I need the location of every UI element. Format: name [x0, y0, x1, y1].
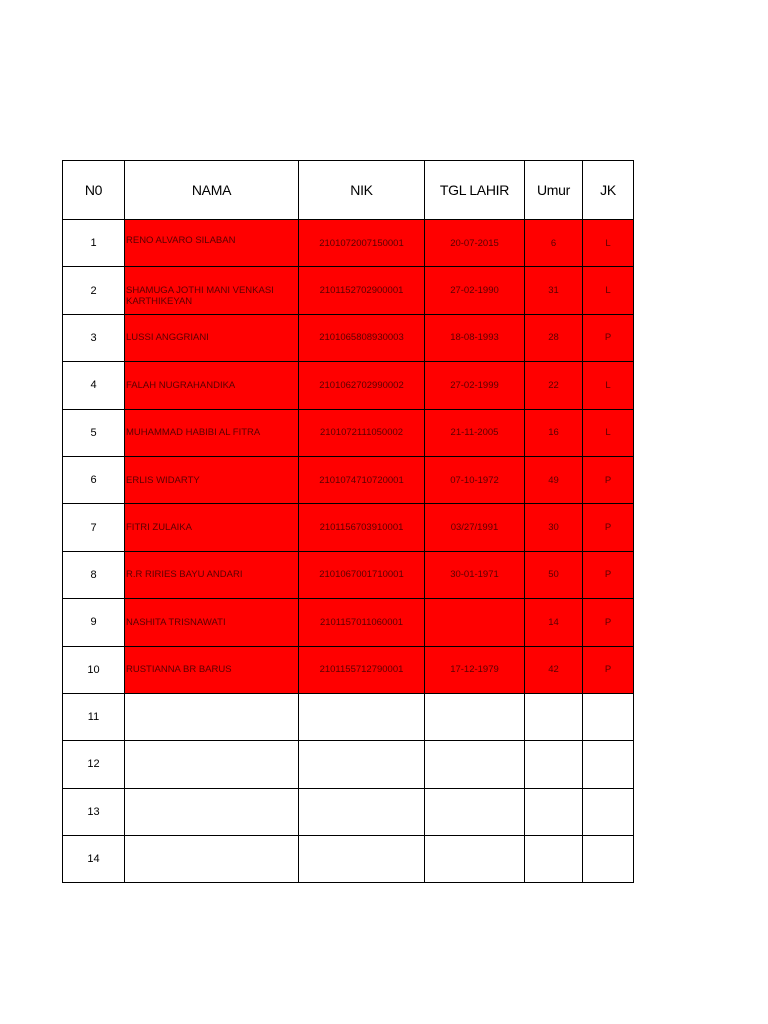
cell-nama — [125, 362, 299, 409]
cell-nama — [125, 504, 299, 551]
cell-nama-text: ERLIS WIDARTY — [126, 474, 200, 486]
cell-tgl-lahir: 30-01-1971 — [425, 551, 525, 598]
cell-nik: 2101155712790001 — [299, 646, 425, 693]
header-jk: JK — [583, 161, 634, 220]
cell-no: 8 — [63, 551, 125, 598]
cell-nama — [125, 646, 299, 693]
cell-jk: L — [583, 362, 634, 409]
table-row — [63, 220, 634, 267]
cell-nik: 2101062702990002 — [299, 362, 425, 409]
cell-jk: L — [583, 220, 634, 267]
cell-umur: 42 — [525, 646, 583, 693]
cell-jk — [583, 788, 634, 835]
cell-jk — [583, 836, 634, 883]
cell-jk: P — [583, 314, 634, 361]
cell-umur: 31 — [525, 267, 583, 314]
table-row — [63, 693, 634, 740]
cell-nama-text: MUHAMMAD HABIBI AL FITRA — [126, 427, 261, 439]
cell-no: 10 — [63, 646, 125, 693]
cell-nama — [125, 314, 299, 361]
cell-umur — [525, 741, 583, 788]
cell-umur: 6 — [525, 220, 583, 267]
cell-jk: P — [583, 456, 634, 503]
cell-umur — [525, 693, 583, 740]
cell-no: 6 — [63, 456, 125, 503]
cell-no: 3 — [63, 314, 125, 361]
cell-umur: 28 — [525, 314, 583, 361]
cell-tgl-lahir: 18-08-1993 — [425, 314, 525, 361]
table-row — [63, 362, 634, 409]
cell-nama-text: LUSSI ANGGRIANI — [126, 332, 209, 344]
table-row — [63, 551, 634, 598]
cell-nama — [125, 693, 299, 740]
cell-umur — [525, 788, 583, 835]
cell-no: 4 — [63, 362, 125, 409]
table-row — [63, 314, 634, 361]
table-row — [63, 504, 634, 551]
cell-nama-text: R.R RIRIES BAYU ANDARI — [126, 569, 243, 581]
cell-umur: 49 — [525, 456, 583, 503]
cell-nama — [125, 409, 299, 456]
table-row — [63, 409, 634, 456]
cell-nik: 2101067001710001 — [299, 551, 425, 598]
cell-tgl-lahir: 07-10-1972 — [425, 456, 525, 503]
cell-nama — [125, 741, 299, 788]
cell-umur: 30 — [525, 504, 583, 551]
cell-nama-text: SHAMUGA JOTHI MANI VENKASI KARTHIKEYAN — [126, 284, 274, 307]
cell-nik: 2101156703910001 — [299, 504, 425, 551]
cell-no: 14 — [63, 836, 125, 883]
cell-tgl-lahir — [425, 693, 525, 740]
cell-tgl-lahir — [425, 788, 525, 835]
cell-tgl-lahir: 20-07-2015 — [425, 220, 525, 267]
header-no: N0 — [63, 161, 125, 220]
cell-jk: L — [583, 267, 634, 314]
cell-no: 2 — [63, 267, 125, 314]
cell-no: 1 — [63, 220, 125, 267]
table-row — [63, 456, 634, 503]
cell-nik: 2101074710720001 — [299, 456, 425, 503]
cell-no: 11 — [63, 693, 125, 740]
cell-nama-text: RENO ALVARO SILABAN — [126, 234, 236, 246]
cell-tgl-lahir: 17-12-1979 — [425, 646, 525, 693]
table-body — [63, 220, 634, 883]
cell-no: 13 — [63, 788, 125, 835]
cell-jk: P — [583, 504, 634, 551]
cell-tgl-lahir — [425, 836, 525, 883]
table-row — [63, 788, 634, 835]
cell-jk: P — [583, 599, 634, 646]
cell-nama — [125, 788, 299, 835]
cell-nik — [299, 741, 425, 788]
table-row — [63, 836, 634, 883]
cell-nama-text: FITRI ZULAIKA — [126, 522, 192, 534]
cell-umur — [525, 836, 583, 883]
cell-nama — [125, 551, 299, 598]
cell-tgl-lahir — [425, 741, 525, 788]
cell-no: 5 — [63, 409, 125, 456]
cell-nik: 2101065808930003 — [299, 314, 425, 361]
cell-nama — [125, 267, 299, 314]
cell-nama — [125, 836, 299, 883]
header-nik: NIK — [299, 161, 425, 220]
header-tgl-lahir: TGL LAHIR — [425, 161, 525, 220]
cell-jk: P — [583, 646, 634, 693]
cell-jk — [583, 693, 634, 740]
cell-nik: 2101072007150001 — [299, 220, 425, 267]
cell-jk: P — [583, 551, 634, 598]
table-row — [63, 741, 634, 788]
cell-nik — [299, 788, 425, 835]
cell-umur: 14 — [525, 599, 583, 646]
cell-nik — [299, 836, 425, 883]
header-nama: NAMA — [125, 161, 299, 220]
cell-tgl-lahir: 03/27/1991 — [425, 504, 525, 551]
cell-no: 12 — [63, 741, 125, 788]
cell-umur: 16 — [525, 409, 583, 456]
cell-tgl-lahir — [425, 599, 525, 646]
cell-no: 7 — [63, 504, 125, 551]
table-row — [63, 599, 634, 646]
cell-nama — [125, 599, 299, 646]
cell-nama-text: RUSTIANNA BR BARUS — [126, 664, 232, 676]
cell-nama-text: FALAH NUGRAHANDIKA — [126, 379, 236, 391]
table-row — [63, 646, 634, 693]
cell-tgl-lahir: 27-02-1990 — [425, 267, 525, 314]
cell-nik: 2101152702900001 — [299, 267, 425, 314]
cell-nik — [299, 693, 425, 740]
cell-jk — [583, 741, 634, 788]
cell-nama — [125, 456, 299, 503]
cell-nik: 2101072111050002 — [299, 409, 425, 456]
header-row — [63, 161, 634, 220]
cell-umur: 50 — [525, 551, 583, 598]
cell-nama-text: NASHITA TRISNAWATI — [126, 616, 226, 628]
cell-tgl-lahir: 27-02-1999 — [425, 362, 525, 409]
cell-nama — [125, 220, 299, 267]
cell-nik: 2101157011060001 — [299, 599, 425, 646]
cell-umur: 22 — [525, 362, 583, 409]
table-row — [63, 267, 634, 314]
cell-jk: L — [583, 409, 634, 456]
data-table — [62, 160, 634, 883]
cell-no: 9 — [63, 599, 125, 646]
cell-tgl-lahir: 21-11-2005 — [425, 409, 525, 456]
header-umur: Umur — [525, 161, 583, 220]
